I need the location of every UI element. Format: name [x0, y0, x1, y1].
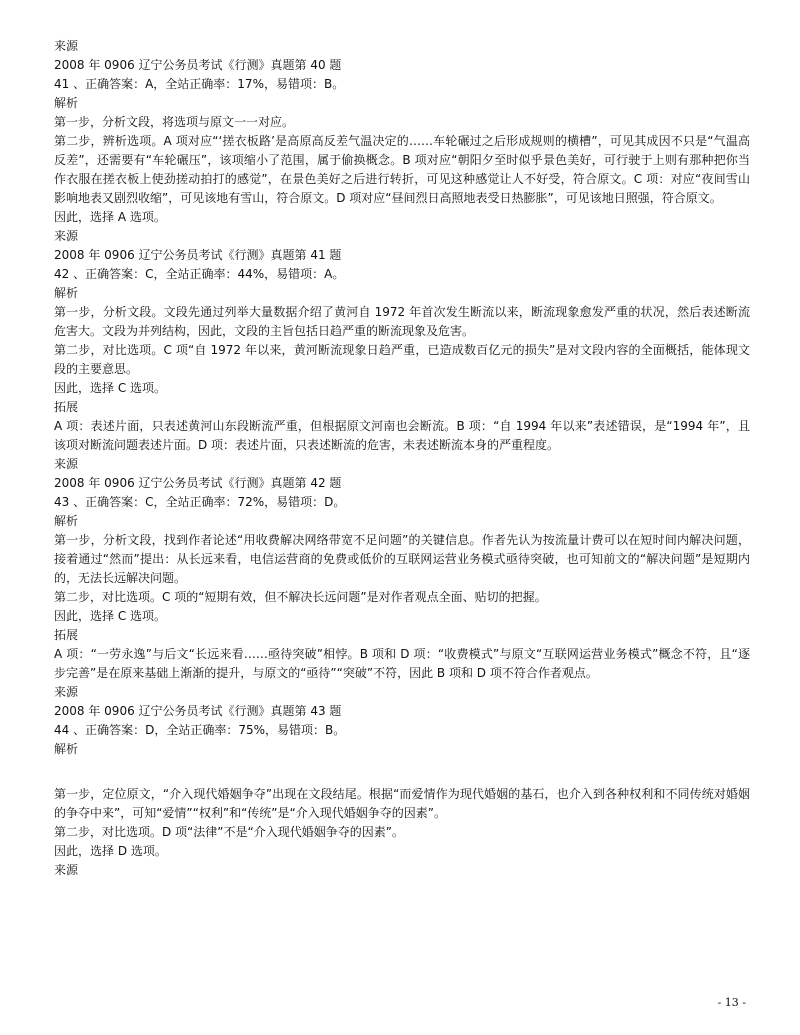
paragraph: 因此，选择 C 选项。	[54, 381, 167, 395]
source-line: 2008 年 0906 辽宁公务员考试《行测》真题第 40 题	[54, 58, 342, 72]
paragraph: 第一步，分析文段，找到作者论述“用收费解决网络带宽不足问题”的关键信息。作者先认为按流量计费可以在短时间内解决问题，接着通过“然而”提出：从长远来看，电信运营商的免费或低价的互联网运营业务模式亟待突破，也可知前文的“解决问题”是短期内的，无法长远解决问题。	[54, 533, 750, 585]
paragraph: 第二步，对比选项。C 项“自 1972 年以来，黄河断流现象日趋严重，已造成数百亿元的损失”是对文段内容的全面概括，能体现文段的主要意思。	[54, 343, 750, 376]
paragraph: 第一步，分析文段。文段先通过列举大量数据介绍了黄河自 1972 年首次发生断流以来，断流现象愈发严重的状况，然后表述断流危害大。文段为并列结构，因此，文段的主旨包括日趋严重的断流现象及危害。	[54, 305, 750, 338]
section-label: 解析	[54, 96, 79, 110]
answer-line: 44 、正确答案：D，全站正确率：75%，易错项：B。	[54, 723, 346, 737]
paragraph: A 项：“一劳永逸”与后文“长远来看……亟待突破”相悖。B 项和 D 项：“收费模式”与原文“互联网运营业务模式”概念不符，且“逐步完善”是在原来基础上渐渐的提升，与原文的“亟待”“突破”不符，因此 B 项和 D 项不符合作者观点。	[54, 647, 750, 680]
paragraph: 因此，选择 A 选项。	[54, 210, 166, 224]
paragraph: 因此，选择 D 选项。	[54, 844, 167, 858]
page-number: - 13 -	[717, 996, 746, 1009]
paragraph: 第二步，对比选项。C 项的“短期有效，但不解决长远问题”是对作者观点全面、贴切的把握。	[54, 590, 547, 604]
paragraph: 第一步，分析文段，将选项与原文一一对应。	[54, 115, 295, 129]
paragraph: 第二步，辨析选项。A 项对应“‘搓衣板路’是高原高反差气温决定的……车轮碾过之后形成规则的横槽”，可见其成因不只是“气温高反差”，还需要有“车轮碾压”，该项缩小了范围，属于偷换概念。B 项对应“朝阳夕至时似乎景色美好，可行驶于上则有那种把你当作衣服在搓衣板上使劲搓动拍打的感觉”，在景色美好之后进行转折，可见这种感觉让人不好受，符合原文。C 项：对应“夜间雪山影响地表又剧烈收缩”，可见该地有雪山，符合原文。D 项对应“昼间烈日高照地表受日热膨胀”，可见该地日照强，符合原文。	[54, 134, 750, 205]
source-line: 2008 年 0906 辽宁公务员考试《行测》真题第 43 题	[54, 704, 342, 718]
answer-line: 42 、正确答案：C，全站正确率：44%，易错项：A。	[54, 267, 345, 281]
paragraph: 第二步，对比选项。D 项“法律”不是“介入现代婚姻争夺的因素”。	[54, 825, 404, 839]
document-body	[54, 37, 750, 880]
section-label: 来源	[54, 457, 79, 471]
source-line: 2008 年 0906 辽宁公务员考试《行测》真题第 42 题	[54, 476, 342, 490]
answer-line: 41 、正确答案：A，全站正确率：17%，易错项：B。	[54, 77, 345, 91]
section-label: 拓展	[54, 400, 79, 414]
section-label: 来源	[54, 229, 79, 243]
section-label: 解析	[54, 514, 79, 528]
section-label: 解析	[54, 742, 79, 756]
paragraph: 第一步，定位原文，“介入现代婚姻争夺”出现在文段结尾。根据“而爱情作为现代婚姻的基石，也介入到各种权利和不同传统对婚姻的争夺中来”，可知“爱情”“权利”和“传统”是“介入现代婚姻争夺的因素”。	[54, 787, 750, 820]
section-label: 解析	[54, 286, 79, 300]
section-label: 来源	[54, 39, 79, 53]
paragraph-gap	[54, 759, 750, 785]
section-label: 来源	[54, 863, 79, 877]
paragraph: A 项：表述片面，只表述黄河山东段断流严重，但根据原文河南也会断流。B 项：“自 1994 年以来”表述错误，是“1994 年”，且该项对断流问题表述片面。D 项：表述片面，只表述断流的危害，未表述断流本身的严重程度。	[54, 419, 750, 452]
section-label: 来源	[54, 685, 79, 699]
section-label: 拓展	[54, 628, 79, 642]
paragraph: 因此，选择 C 选项。	[54, 609, 167, 623]
answer-line: 43 、正确答案：C，全站正确率：72%，易错项：D。	[54, 495, 346, 509]
source-line: 2008 年 0906 辽宁公务员考试《行测》真题第 41 题	[54, 248, 342, 262]
